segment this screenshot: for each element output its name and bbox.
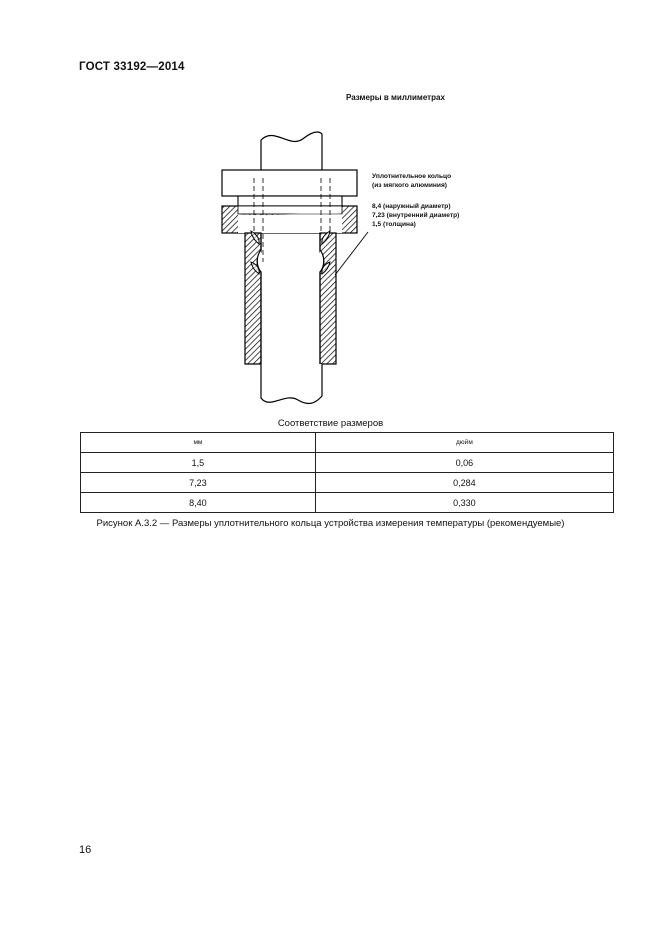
upper-flange <box>222 170 357 196</box>
callout-dim-thickness: 1,5 (толщина) <box>372 221 416 228</box>
callout-dim-outer: 8,4 (наружный диаметр) <box>372 203 451 210</box>
seal-ring-drawing <box>0 0 661 420</box>
cell-mm: 7,23 <box>81 473 316 493</box>
table-row <box>81 473 614 493</box>
cell-mm: 1,5 <box>81 453 316 473</box>
cell-inch: 0,06 <box>315 453 613 473</box>
callout-leader <box>335 232 368 275</box>
cell-inch: 0,284 <box>315 473 613 493</box>
callout-dimensions <box>372 202 459 229</box>
table-title: Соответствие размеров <box>277 418 384 429</box>
callout-ring-title <box>372 172 451 190</box>
figure-caption: Рисунок А.3.2 — Размеры уплотнительного кольца устройства измерения температуры (рекомендуемые) <box>96 518 565 529</box>
cell-inch: 0,330 <box>315 493 613 513</box>
lower-flange <box>222 206 357 233</box>
callout-dim-inner: 7,23 (внутренний диаметр) <box>372 212 460 219</box>
table-header-row <box>81 433 614 453</box>
cell-mm: 8,40 <box>81 493 316 513</box>
upper-shaft <box>261 132 322 170</box>
callout-ring-line1: Уплотнительное кольцо <box>372 173 452 180</box>
callout-ring-line2: (из мягкого алюминия) <box>372 182 448 189</box>
lower-shaft <box>261 364 322 403</box>
units-note: Размеры в миллиметрах <box>346 93 445 102</box>
dimensions-table <box>80 432 614 513</box>
table-row <box>81 493 614 513</box>
header-mm: мм <box>81 433 316 453</box>
page-number: 16 <box>79 844 92 856</box>
table-row <box>81 453 614 473</box>
probe-pipe <box>257 233 324 364</box>
header-inch: дюйм <box>315 433 613 453</box>
document-header: ГОСТ 33192—2014 <box>79 61 185 73</box>
